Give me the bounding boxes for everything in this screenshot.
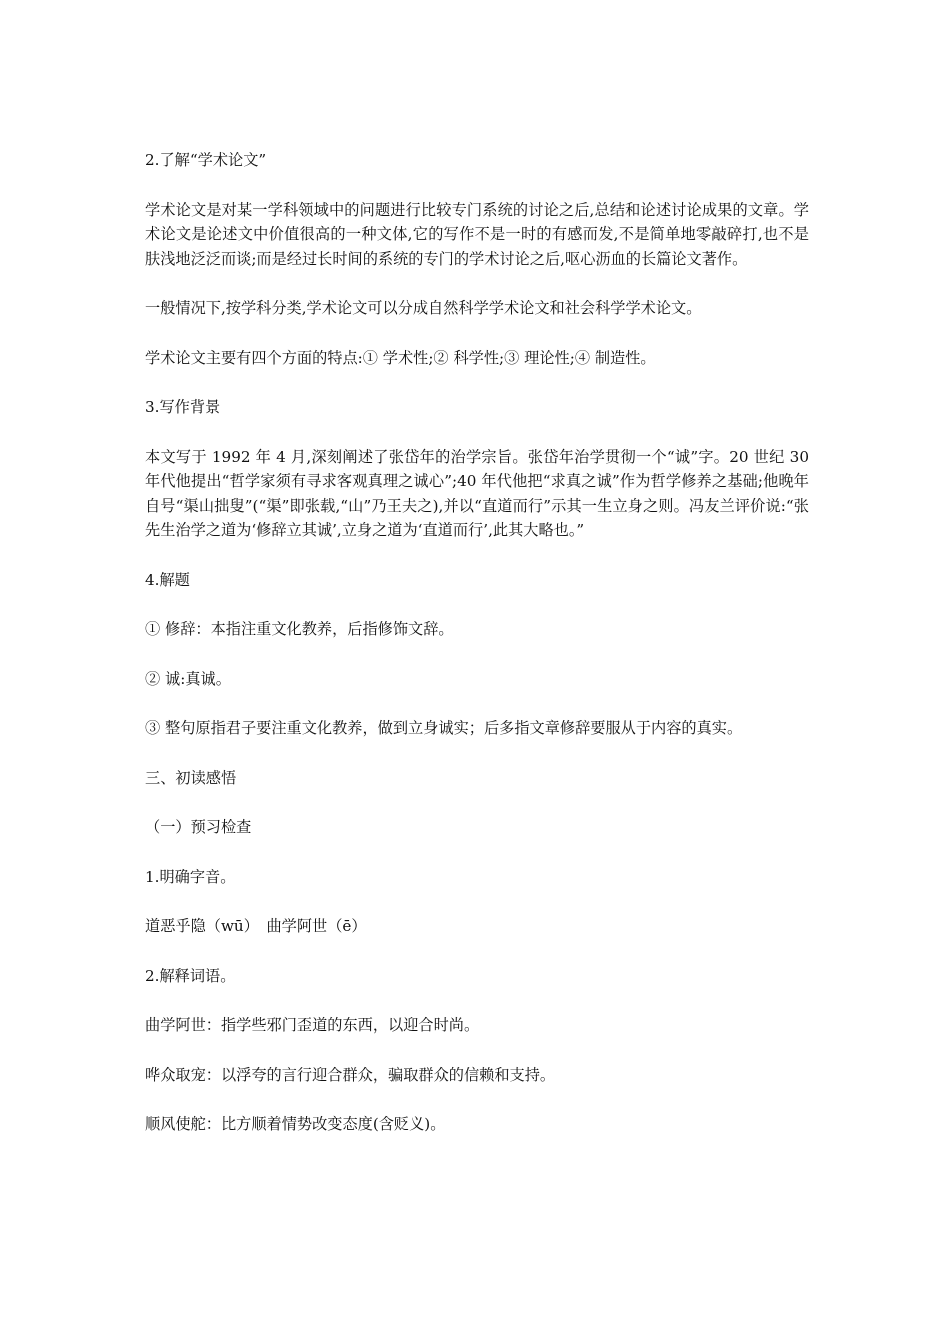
vocabulary-item-1: 曲学阿世：指学些邪门歪道的东西，以迎合时尚。 [145,1016,480,1034]
heading-vocabulary: 2.解释词语。 [145,966,236,985]
heading-pronunciation: 1.明确字音。 [145,867,236,886]
heading-academic-paper: 2.了解“学术论文” [145,151,267,169]
subsection-heading-preview-check: （一）预习检查 [145,818,252,836]
section-heading-first-reading: 三、初读感悟 [145,768,237,787]
heading-title-explanation: 4.解题 [145,570,190,589]
vocabulary-item-3: 顺风使舵：比方顺着情势改变态度(含贬义)。 [145,1115,446,1133]
paragraph-features: 学术论文主要有四个方面的特点:① 学术性;② 科学性;③ 理论性;④ 制造性。 [145,348,656,367]
document-body [145,148,809,1162]
paragraph-background: 本文写于 1992 年 4 月,深刻阐述了张岱年的治学宗旨。张岱年治学贯彻一个“诚”字。20 世纪 30 年代他提出“哲学家须有寻求客观真理之诚心”;40 年代他把“求真之诚”作为哲学修养之基础;他晚年自号“渠山拙叟”(“渠”即张载,“山”乃王夫之),并以“直道而行”示其一生立身之则。冯友兰评价说:“张先生治学之道为‘修辞立其诚’,立身之道为‘直道而行’,此其大略也。” [145,447,809,539]
heading-background: 3.写作背景 [145,398,221,416]
vocabulary-item-2: 哗众取宠：以浮夸的言行迎合群众，骗取群众的信赖和支持。 [145,1065,556,1084]
explanation-item-3: ③ 整句原指君子要注重文化教养，做到立身诚实；后多指文章修辞要服从于内容的真实。 [145,719,743,737]
paragraph-classification: 一般情况下,按学科分类,学术论文可以分成自然科学学术论文和社会科学学术论文。 [145,299,702,317]
explanation-item-2: ② 诚:真诚。 [145,669,231,688]
pronunciation-line: 道恶乎隐（wū） 曲学阿世（ē） [145,917,367,935]
paragraph-definition: 学术论文是对某一学科领域中的问题进行比较专门系统的讨论之后,总结和论述讨论成果的文章。学术论文是论述文中价值很高的一种文体,它的写作不是一时的有感而发,不是简单地零敲碎打,也不是肤浅地泛泛而谈;而是经过长时间的系统的专门的学术讨论之后,呕心沥血的长篇论文著作。 [145,200,809,268]
explanation-item-1: ① 修辞：本指注重文化教养，后指修饰文辞。 [145,620,454,638]
